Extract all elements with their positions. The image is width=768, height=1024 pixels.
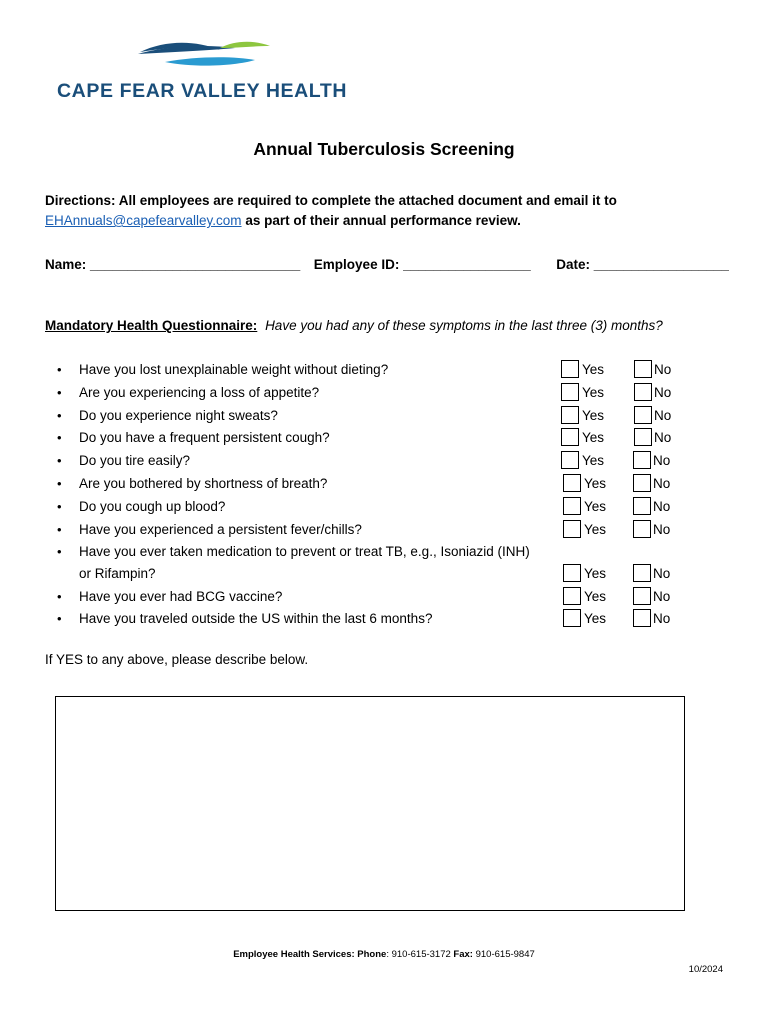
- bullet-icon: •: [57, 522, 62, 537]
- question-row: [0, 499, 768, 521]
- yes-label: Yes: [582, 408, 605, 423]
- questionnaire-prompt: Have you had any of these symptoms in the last three (3) months?: [265, 318, 663, 333]
- yes-checkbox[interactable]: [563, 587, 581, 605]
- date-label: Date:: [556, 257, 591, 272]
- yes-checkbox[interactable]: [563, 497, 581, 515]
- no-label: No: [653, 499, 671, 514]
- no-checkbox[interactable]: [634, 406, 652, 424]
- bullet-icon: •: [57, 430, 62, 445]
- no-checkbox[interactable]: [633, 451, 651, 469]
- yes-checkbox[interactable]: [563, 609, 581, 627]
- no-checkbox[interactable]: [634, 360, 652, 378]
- bullet-icon: •: [57, 544, 62, 559]
- yes-label: Yes: [584, 611, 607, 626]
- no-checkbox[interactable]: [633, 520, 651, 538]
- employee-id-label: Employee ID:: [313, 257, 400, 272]
- yes-checkbox[interactable]: [561, 451, 579, 469]
- question-row: [0, 476, 768, 498]
- footer-fax: 910-615-9847: [472, 949, 535, 960]
- yes-label: Yes: [584, 476, 607, 491]
- footer-label: Employee Health Services: Phone: [233, 949, 387, 960]
- yes-checkbox[interactable]: [561, 360, 579, 378]
- question-row: [0, 611, 768, 633]
- question-text: Have you experienced a persistent fever/chills?: [79, 522, 362, 537]
- bullet-icon: •: [57, 385, 62, 400]
- yes-checkbox[interactable]: [561, 406, 579, 424]
- question-row: [0, 385, 768, 407]
- yes-label: Yes: [582, 362, 605, 377]
- questionnaire-label: Mandatory Health Questionnaire:: [45, 318, 258, 333]
- yes-label: Yes: [582, 430, 605, 445]
- question-text: Are you bothered by shortness of breath?: [79, 476, 328, 491]
- yes-label: Yes: [584, 499, 607, 514]
- no-checkbox[interactable]: [633, 497, 651, 515]
- no-label: No: [653, 522, 671, 537]
- revision-date: 10/2024: [688, 964, 723, 975]
- yes-checkbox[interactable]: [561, 383, 579, 401]
- yes-label: Yes: [582, 453, 605, 468]
- no-label: No: [653, 453, 671, 468]
- no-checkbox[interactable]: [633, 587, 651, 605]
- question-text: Do you cough up blood?: [79, 499, 226, 514]
- question-row: [0, 522, 768, 544]
- name-field[interactable]: ____________________________: [90, 257, 301, 272]
- no-label: No: [653, 476, 671, 491]
- question-text: Have you lost unexplainable weight without dieting?: [79, 362, 389, 377]
- description-textbox[interactable]: [55, 696, 685, 911]
- question-text: Do you tire easily?: [79, 453, 191, 468]
- yes-label: Yes: [584, 566, 607, 581]
- question-row: [0, 362, 768, 384]
- question-row: [0, 430, 768, 452]
- employee-id-field[interactable]: _________________: [403, 257, 531, 272]
- no-label: No: [653, 611, 671, 626]
- directions-text-after: as part of their annual performance review.: [241, 213, 521, 228]
- logo-text: CAPE FEAR VALLEY HEALTH: [57, 80, 348, 102]
- bullet-icon: •: [57, 499, 62, 514]
- yes-checkbox[interactable]: [563, 564, 581, 582]
- question-row: [0, 453, 768, 475]
- page-title: Annual Tuberculosis Screening: [253, 139, 515, 159]
- bullet-icon: •: [57, 589, 62, 604]
- directions-text: Directions: All employees are required to complete the attached document and email it to: [45, 193, 617, 208]
- no-checkbox[interactable]: [634, 383, 652, 401]
- footer-fax-label: Fax:: [453, 949, 473, 960]
- bullet-icon: •: [57, 611, 62, 626]
- yes-label: Yes: [584, 522, 607, 537]
- no-label: No: [654, 362, 672, 377]
- name-label: Name:: [45, 257, 87, 272]
- no-checkbox[interactable]: [634, 428, 652, 446]
- if-yes-instruction: If YES to any above, please describe below.: [45, 652, 309, 667]
- yes-checkbox[interactable]: [561, 428, 579, 446]
- footer-contact: [0, 949, 768, 960]
- yes-checkbox[interactable]: [563, 474, 581, 492]
- no-checkbox[interactable]: [633, 564, 651, 582]
- email-link[interactable]: EHAnnuals@capefearvalley.com: [45, 213, 242, 228]
- footer-phone: : 910-615-3172: [386, 949, 454, 960]
- question-text: Have you ever taken medication to prevent or treat TB, e.g., Isoniazid (INH): [79, 544, 530, 559]
- no-label: No: [653, 589, 671, 604]
- yes-label: Yes: [584, 589, 607, 604]
- question-text: Do you have a frequent persistent cough?: [79, 430, 330, 445]
- question-text: Do you experience night sweats?: [79, 408, 278, 423]
- yes-label: Yes: [582, 385, 605, 400]
- bullet-icon: •: [57, 408, 62, 423]
- no-label: No: [653, 566, 671, 581]
- no-label: No: [654, 408, 672, 423]
- question-row: [0, 408, 768, 430]
- no-checkbox[interactable]: [633, 609, 651, 627]
- no-label: No: [654, 430, 672, 445]
- bullet-icon: •: [57, 476, 62, 491]
- question-text: Have you traveled outside the US within the last 6 months?: [79, 611, 433, 626]
- question-text: Are you experiencing a loss of appetite?: [79, 385, 320, 400]
- bullet-icon: •: [57, 453, 62, 468]
- bullet-icon: •: [57, 362, 62, 377]
- date-field[interactable]: __________________: [593, 257, 729, 272]
- no-checkbox[interactable]: [633, 474, 651, 492]
- question-text: Have you ever had BCG vaccine?: [79, 589, 283, 604]
- question-text-continuation: or Rifampin?: [79, 566, 156, 581]
- question-row: [0, 544, 768, 581]
- yes-checkbox[interactable]: [563, 520, 581, 538]
- question-row: [0, 589, 768, 611]
- no-label: No: [654, 385, 672, 400]
